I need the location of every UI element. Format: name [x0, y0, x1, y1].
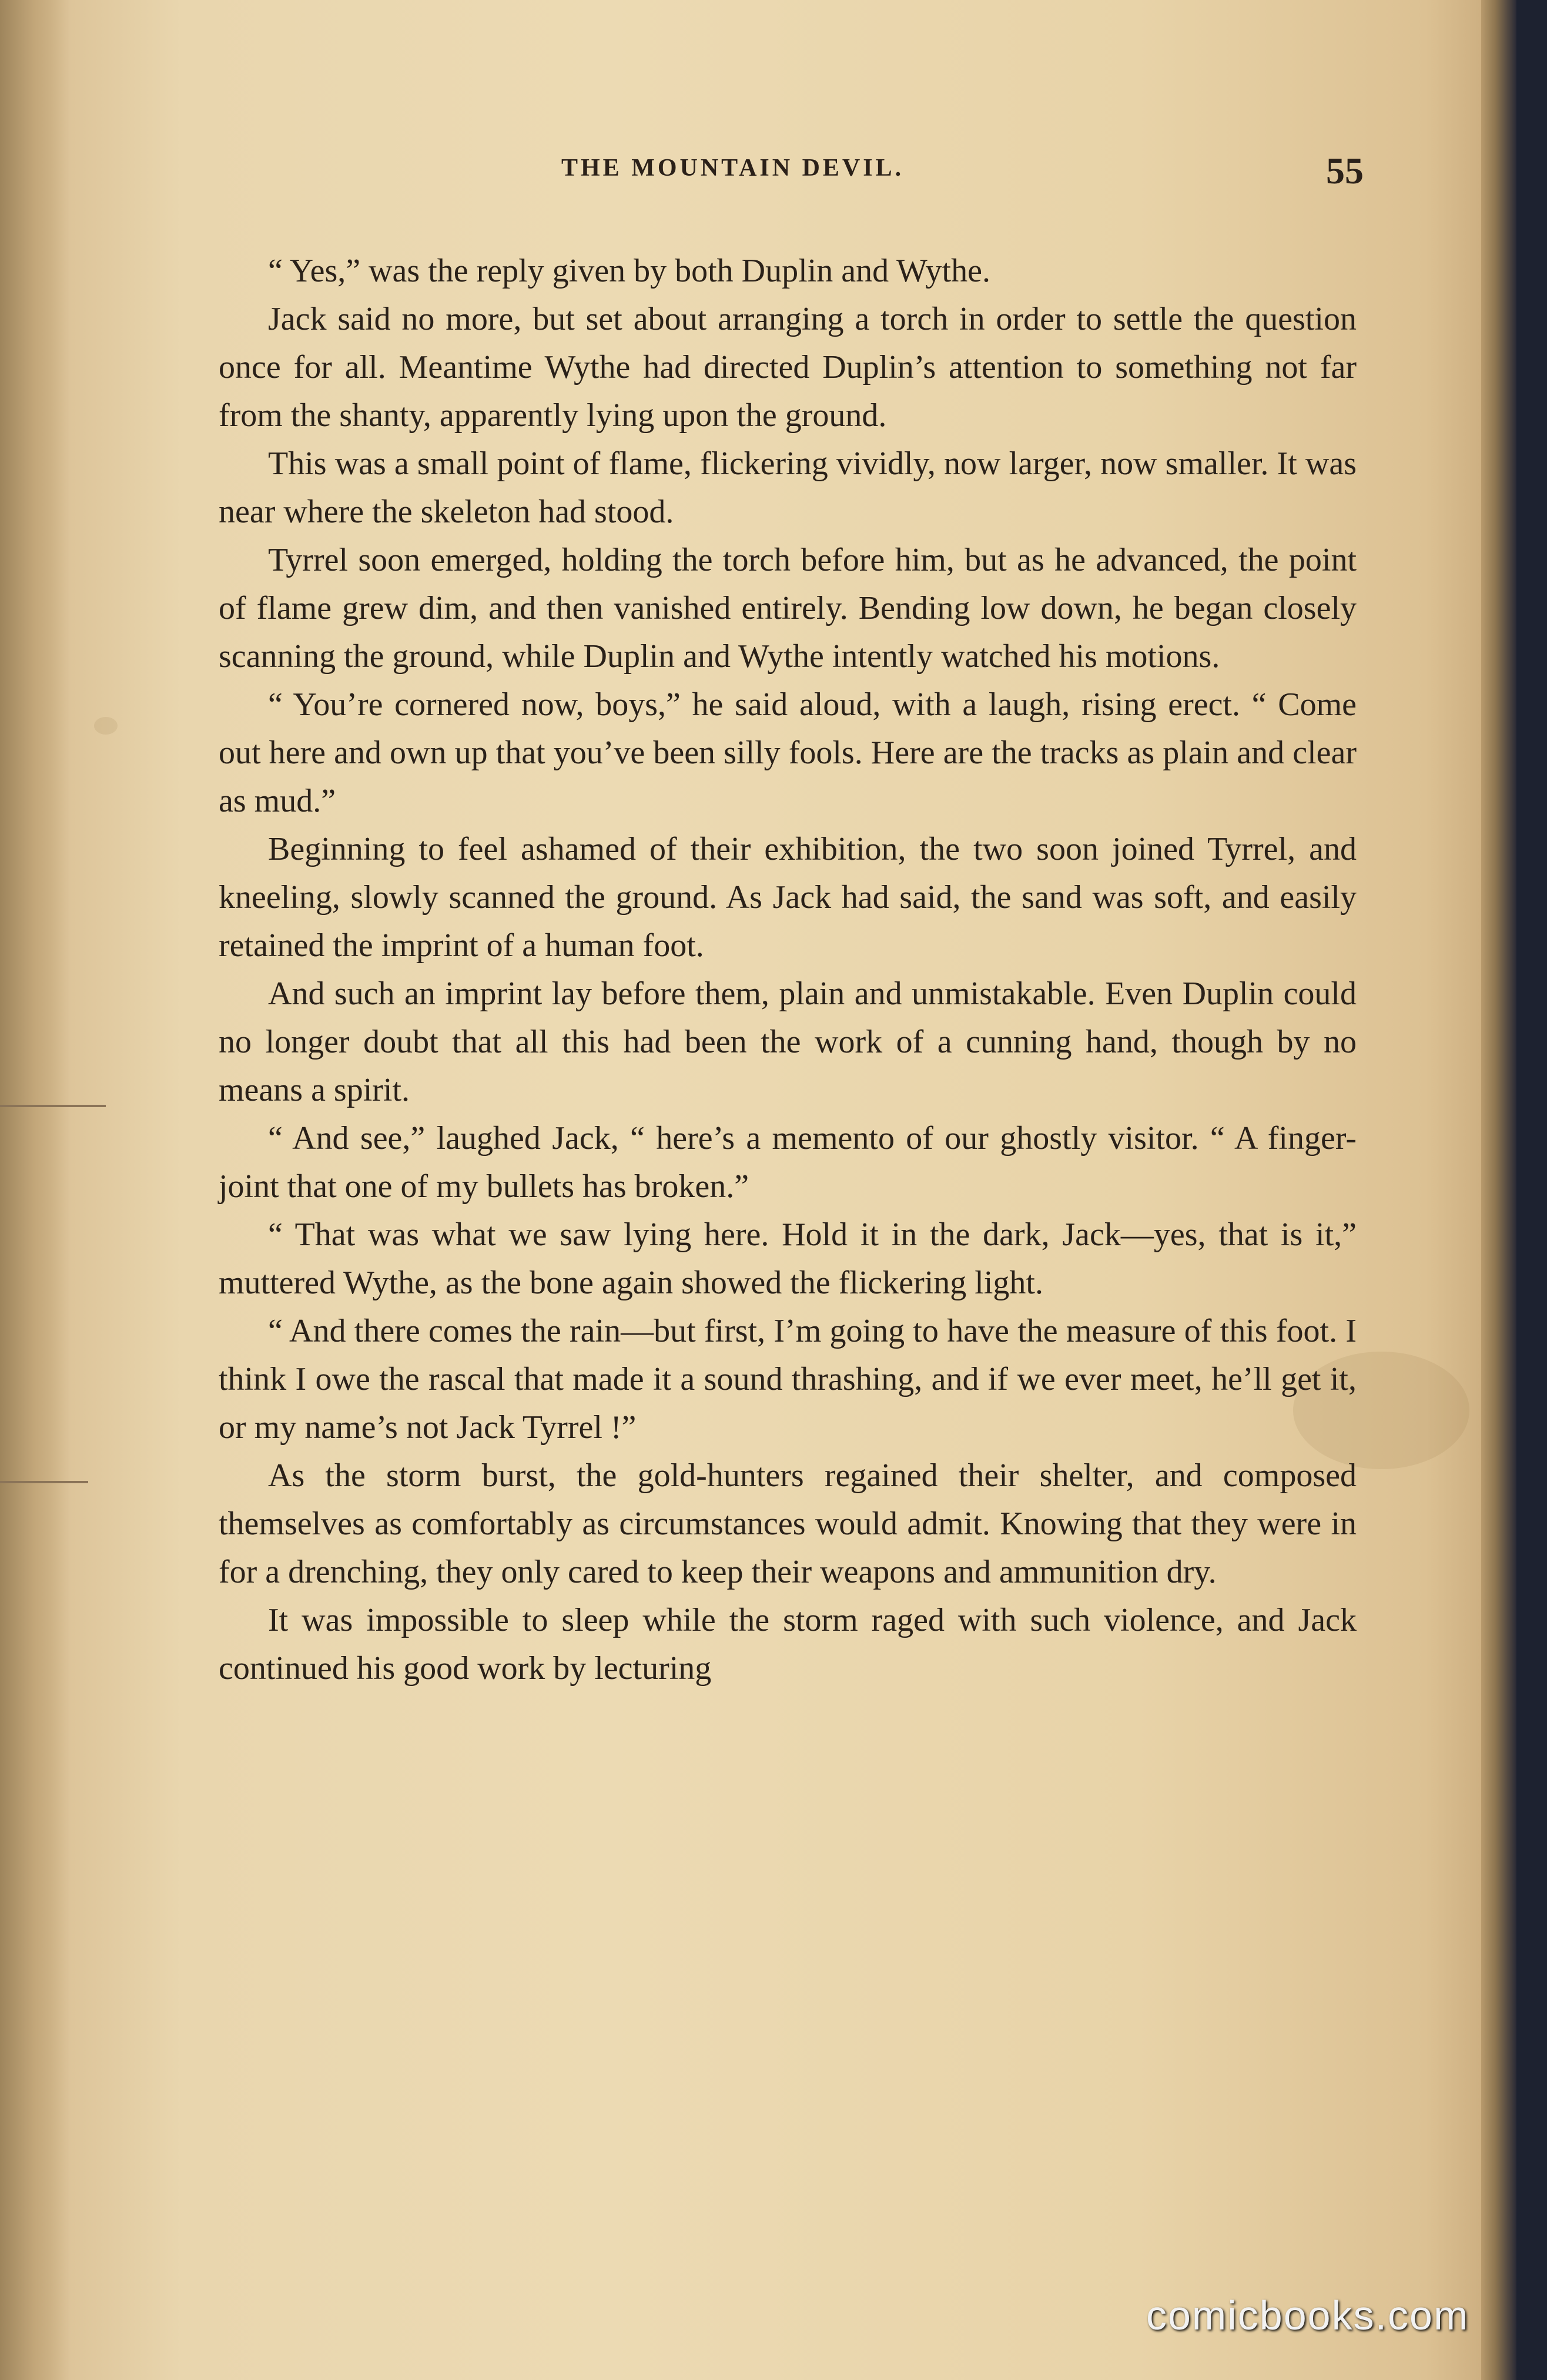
paragraph: It was impossible to sleep while the storm raged with such violence, and Jack continued his good work by lecturing: [219, 1602, 1357, 1687]
binding-thread: [0, 1105, 106, 1107]
paper-stain: [94, 717, 118, 735]
paragraph: “ You’re cornered now, boys,” he said aloud, with a laugh, rising erect. “ Come out here and own up that you’ve been silly fools. Here are the tracks as plain and clear as mud.”: [219, 686, 1357, 819]
paragraph: “ And see,” laughed Jack, “ here’s a memento of our ghostly visitor. “ A finger-joint that one of my bullets has broken.”: [219, 1120, 1357, 1205]
paragraph: Jack said no more, but set about arranging a torch in order to settle the question once for all. Meantime Wythe had directed Duplin’s attention to something not far from the shanty, apparently lying upon the ground.: [219, 301, 1357, 434]
paragraph: Tyrrel soon emerged, holding the torch before him, but as he advanced, the point of flame grew dim, and then vanished entirely. Bending low down, he began closely scanning the ground, while Duplin and Wythe intently watched his motions.: [219, 542, 1357, 675]
paragraph: “ And there comes the rain—but first, I’m going to have the measure of this foot. I think I owe the rascal that made it a sound thrashing, and if we ever meet, he’ll get it, or my name’s not Jack Tyrrel !”: [219, 1313, 1357, 1446]
paragraph: As the storm burst, the gold-hunters regained their shelter, and composed themselves as comfortably as circumstances would admit. Knowing that they were in for a drenching, they only cared to keep their weapons and ammunition dry.: [219, 1457, 1357, 1590]
paragraph: Beginning to feel ashamed of their exhibition, the two soon joined Tyrrel, and kneeling, slowly scanned the ground. As Jack had said, the sand was soft, and easily retained the imprint of a human foot.: [219, 831, 1357, 964]
page-gutter: [0, 0, 71, 2380]
binding-thread: [0, 1481, 88, 1483]
paragraph: This was a small point of flame, flickering vividly, now larger, now smaller. It was near where the skeleton had stood.: [219, 445, 1357, 530]
paragraph: And such an imprint lay before them, plain and unmistakable. Even Duplin could no longer doubt that all this had been the work of a cunning hand, though by no means a spirit.: [219, 976, 1357, 1108]
watermark: comicbooks.com: [1146, 2292, 1469, 2338]
page-edge: [1481, 0, 1516, 2380]
paragraph: “ Yes,” was the reply given by both Duplin and Wythe.: [268, 253, 990, 289]
paragraph: “ That was what we saw lying here. Hold it in the dark, Jack—yes, that is it,” muttered Wythe, as the bone again showed the flickering light.: [219, 1216, 1357, 1301]
running-head: THE MOUNTAIN DEVIL.: [561, 155, 905, 182]
page-header: [247, 150, 1364, 201]
page-number: 55: [1326, 150, 1364, 192]
body-text: [219, 247, 1357, 1692]
